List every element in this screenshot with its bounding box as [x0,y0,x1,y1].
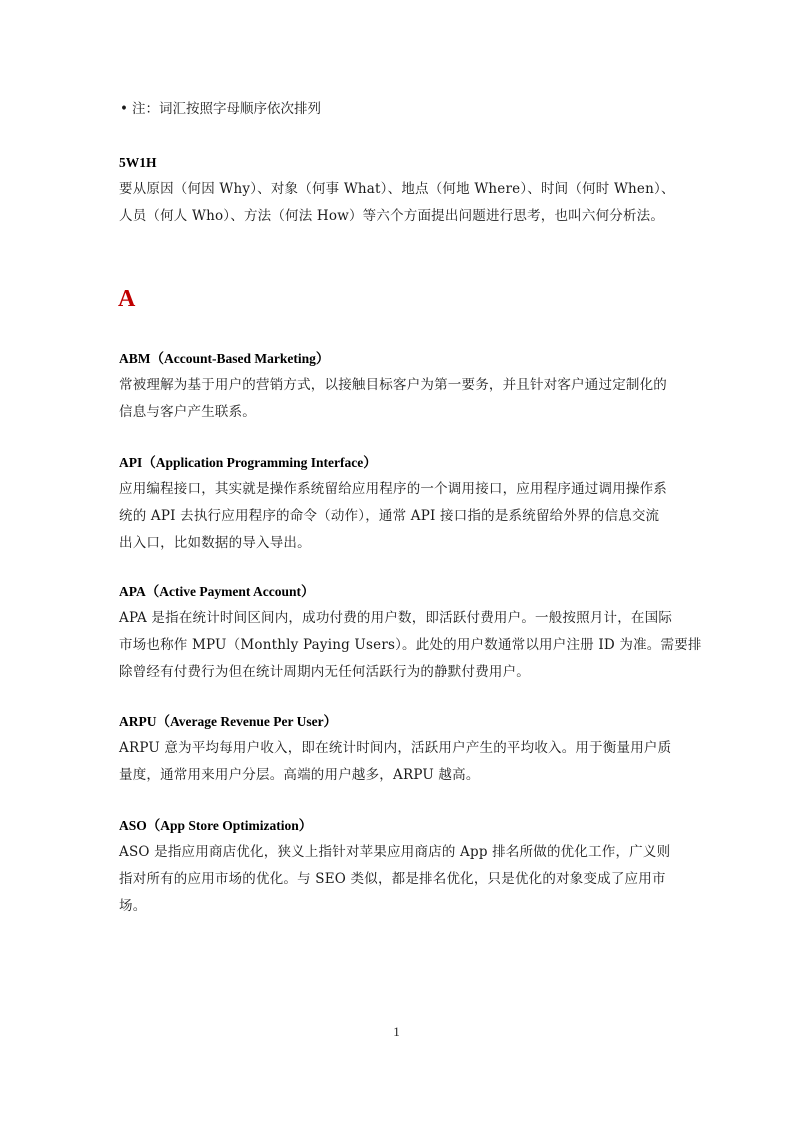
definition-line: 应用编程接口，其实就是操作系统留给应用程序的一个调用接口，应用程序通过调用操作系 [119,481,667,497]
entry-term: ABM（Account-Based Marketing） [119,351,330,366]
entry-definition [119,372,679,426]
definition-line: 市场也称作 MPU（Monthly Paying Users）。此处的用户数通常以用户注册 ID 为准。需要排 [119,637,702,653]
glossary-entry-apa [119,582,702,686]
ordering-note [120,99,321,119]
glossary-entry-aso [119,816,679,920]
definition-line: ARPU 意为平均每用户收入，即在统计时间内，活跃用户产生的平均收入。用于衡量用户质 [119,740,672,756]
glossary-entry-api [119,453,679,557]
glossary-entry-5w1h [119,153,679,230]
definition-line: 出入口，比如数据的导入导出。 [119,535,311,551]
definition-line: 人员（何人 Who）、方法（何法 How）等六个方面提出问题进行思考，也叫六何分析法。 [119,208,665,224]
entry-definition [119,839,679,920]
entry-term: APA（Active Payment Account） [119,584,315,599]
definition-line: 场。 [119,898,147,914]
definition-line: 除曾经有付费行为但在统计周期内无任何活跃行为的静默付费用户。 [119,664,530,680]
definition-line: APA 是指在统计时间区间内，成功付费的用户数，即活跃付费用户。一般按照月计，在国际 [119,610,673,626]
definition-line: 常被理解为基于用户的营销方式，以接触目标客户为第一要务，并且针对客户通过定制化的 [119,377,667,393]
entry-term: 5W1H [119,155,157,170]
definition-line: 统的 API 去执行应用程序的命令（动作），通常 API 接口指的是系统留给外界的信息交流 [119,508,660,524]
entry-definition [119,476,679,557]
entry-definition [119,605,702,686]
entry-term: ASO（App Store Optimization） [119,818,313,833]
ordering-note-text: 注：词汇按照字母顺序依次排列 [131,101,321,117]
glossary-entry-arpu [119,712,679,789]
definition-line: 信息与客户产生联系。 [119,404,256,420]
entry-definition [119,735,679,789]
glossary-entry-abm [119,349,679,426]
entry-term: ARPU（Average Revenue Per User） [119,714,338,729]
entry-term: API（Application Programming Interface） [119,455,377,470]
page-number: 1 [393,1024,400,1039]
definition-line: ASO 是指应用商店优化，狭义上指针对苹果应用商店的 App 排名所做的优化工作，广义则 [119,844,671,860]
definition-line: 指对所有的应用市场的优化。与 SEO 类似，都是排名优化，只是优化的对象变成了应用市 [119,871,666,887]
section-heading-letter: A [118,286,136,312]
bullet-icon: • [120,101,128,117]
definition-line: 要从原因（何因 Why）、对象（何事 What）、地点（何地 Where）、时间（何时 When）、 [119,181,675,197]
definition-line: 量度，通常用来用户分层。高端的用户越多，ARPU 越高。 [119,767,480,783]
entry-definition [119,176,679,230]
